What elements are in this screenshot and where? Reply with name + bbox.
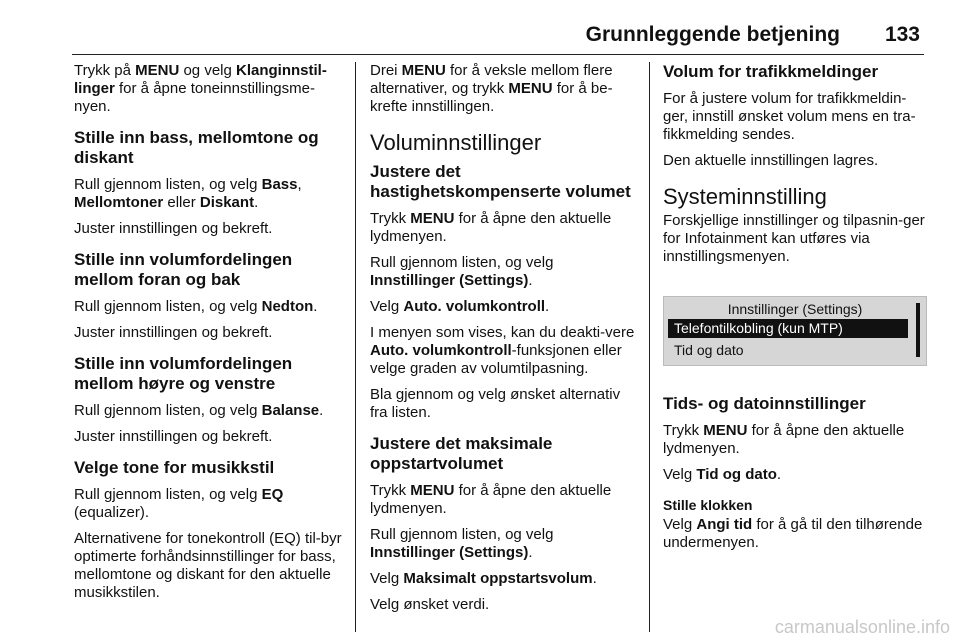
bold-term: Angi tid <box>696 516 753 533</box>
bold-term: Diskant <box>199 194 255 211</box>
text-run: eller <box>163 194 200 211</box>
bold-term: Balanse <box>261 402 320 419</box>
text-run: -funksjonen eller velge graden av volumtilpasning. <box>370 342 622 377</box>
bold-term: MENU <box>401 62 446 79</box>
bold-term: Bass <box>261 176 298 193</box>
paragraph <box>370 526 638 562</box>
screen-scrollbar <box>916 303 920 357</box>
paragraph: Juster innstillingen og bekreft. <box>74 220 273 237</box>
section-heading: Stille inn volumfordelingen mellom høyre og venstre <box>74 354 293 393</box>
page-header <box>72 20 924 55</box>
text-run: . <box>776 466 782 483</box>
paragraph <box>663 516 928 552</box>
text-run: for å åpne den aktuelle lydmenyen. <box>370 210 612 245</box>
paragraph <box>663 422 928 458</box>
column-3 <box>663 62 928 560</box>
text-run: . <box>528 272 533 289</box>
text-run: for å gå til den tilhørende undermenyen. <box>663 516 923 551</box>
section-heading: Justere det hastighetskompenserte volumet <box>370 162 631 201</box>
paragraph <box>74 298 344 316</box>
text-run: Velg <box>370 298 404 315</box>
text-run: Rull gjennom listen, og velg <box>74 486 262 503</box>
text-run: for å åpne den aktuelle lydmenyen. <box>663 422 905 457</box>
section-heading: Justere det maksimale oppstartvolumet <box>370 434 553 473</box>
paragraph <box>370 62 638 116</box>
paragraph: For å justere volum for trafikkmeldin-ger, innstill ønsket volum mens en tra-fikkmelding sendes. <box>663 90 916 143</box>
bold-term: Maksimalt oppstartsvolum <box>403 570 593 587</box>
text-run: Rull gjennom listen, og velg <box>74 298 262 315</box>
text-run: . <box>545 298 550 315</box>
bold-term: Mellomtoner <box>74 194 164 211</box>
screen-title: Innstillinger (Settings) <box>727 301 863 317</box>
text-run: . <box>313 298 318 315</box>
text-run: Rull gjennom listen, og velg <box>370 254 554 271</box>
screen-selected-item: Telefontilkobling (kun MTP) <box>668 319 908 338</box>
paragraph <box>370 570 638 588</box>
text-run: Rull gjennom listen, og velg <box>74 402 262 419</box>
text-run: Rull gjennom listen, og velg <box>74 176 262 193</box>
paragraph <box>74 402 344 420</box>
paragraph: Juster innstillingen og bekreft. <box>74 428 273 445</box>
text-run: , <box>297 176 302 193</box>
text-run: (equalizer). <box>74 504 150 521</box>
text-run: Trykk på <box>74 62 136 79</box>
chapter-heading: Voluminnstillinger <box>370 130 542 155</box>
paragraph: Alternativene for tonekontroll (EQ) til-byr optimerte forhåndsinnstillinger for bass, mellomtone og diskant for den aktuelle musikkstilen. <box>74 530 342 601</box>
text-run: Velg <box>663 516 697 533</box>
text-run: Velg <box>370 570 404 587</box>
column-divider <box>355 62 356 632</box>
text-run: Trykk <box>370 210 411 227</box>
chapter-heading: Systeminnstilling <box>663 184 827 209</box>
paragraph: Juster innstillingen og bekreft. <box>74 324 273 341</box>
section-heading: Velge tone for musikkstil <box>74 458 275 477</box>
bold-term: EQ <box>261 486 284 503</box>
bold-term: Innstillinger (Settings) <box>370 272 529 289</box>
section-heading: Tids- og datoinnstillinger <box>663 394 866 413</box>
bold-term: MENU <box>703 422 748 439</box>
text-run: . <box>319 402 324 419</box>
chapter-title: Grunnleggende betjening <box>585 23 840 46</box>
text-run: for å åpne toneinnstillingsme-nyen. <box>74 80 315 115</box>
text-run: Drei <box>370 62 402 79</box>
paragraph <box>74 486 344 522</box>
subsection-heading: Stille klokken <box>663 497 753 513</box>
page-number: 133 <box>884 23 920 46</box>
paragraph: Forskjellige innstillinger og tilpasnin-ger for Infotainment kan utføres via innstillingsmenyen. <box>663 212 925 265</box>
bold-term: MENU <box>135 62 180 79</box>
text-run: for å veksle mellom flere alternativer, og trykk <box>370 62 613 97</box>
paragraph: Bla gjennom og velg ønsket alternativ fra listen. <box>370 386 621 421</box>
settings-screen-image <box>663 296 927 366</box>
paragraph: Den aktuelle innstillingen lagres. <box>663 152 879 169</box>
section-heading: Stille inn volumfordelingen mellom foran og bak <box>74 250 293 289</box>
text-run: I menyen som vises, kan du deakti-vere <box>370 324 635 341</box>
bold-term: Tid og dato <box>696 466 777 483</box>
text-run: . <box>528 544 533 561</box>
bold-term: Auto. volumkontroll <box>403 298 546 315</box>
section-heading: Volum for trafikkmeldinger <box>663 62 879 81</box>
paragraph <box>663 466 928 484</box>
bold-term: Innstillinger (Settings) <box>370 544 529 561</box>
text-run: Trykk <box>370 482 411 499</box>
watermark: carmanualsonline.info <box>774 617 950 637</box>
paragraph <box>74 62 344 116</box>
bold-term: MENU <box>508 80 553 97</box>
bold-term: Auto. volumkontroll <box>370 342 512 359</box>
text-run: Velg <box>663 466 697 483</box>
paragraph <box>74 176 344 212</box>
bold-term: MENU <box>410 482 455 499</box>
column-divider <box>649 62 650 632</box>
bold-term: Klanginnstil-linger <box>74 62 327 97</box>
text-run: Rull gjennom listen, og velg <box>370 526 554 543</box>
screen-menu-item: Tid og dato <box>674 342 744 358</box>
text-run: og velg <box>179 62 237 79</box>
paragraph <box>370 210 638 246</box>
text-run: . <box>254 194 259 211</box>
bold-term: MENU <box>410 210 455 227</box>
text-run: . <box>592 570 597 587</box>
bold-term: Nedton <box>261 298 314 315</box>
text-run: for å be-krefte innstillingen. <box>370 80 613 115</box>
paragraph <box>370 298 638 316</box>
column-2 <box>370 62 638 622</box>
paragraph <box>370 254 638 290</box>
text-run: Trykk <box>663 422 704 439</box>
paragraph: Velg ønsket verdi. <box>370 596 490 613</box>
column-1 <box>74 62 344 610</box>
text-run: for å åpne den aktuelle lydmenyen. <box>370 482 612 517</box>
paragraph <box>370 482 638 518</box>
section-heading: Stille inn bass, mellomtone og diskant <box>74 128 319 167</box>
paragraph <box>370 324 638 378</box>
